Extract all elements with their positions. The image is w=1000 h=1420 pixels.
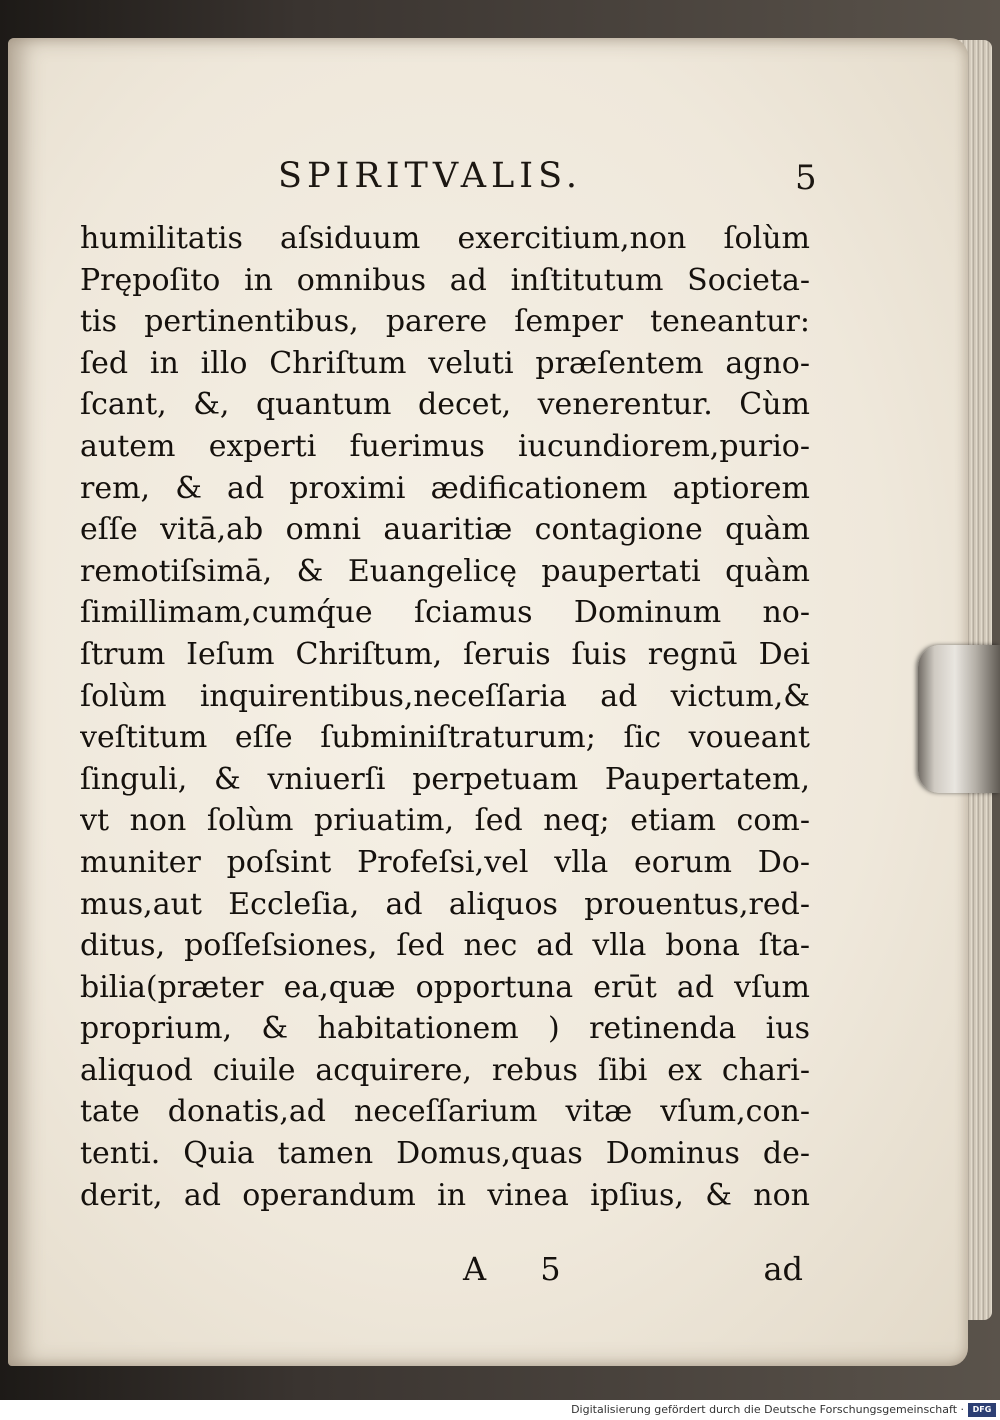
funding-credit: Digitalisierung gefördert durch die Deutsche Forschungsgemeinschaft ·: [571, 1403, 964, 1416]
text-line: rem, & ad proximi ædificationem aptiorem: [80, 470, 810, 506]
text-line: eſſe vitā,ab omni auaritiæ contagione quàm: [80, 512, 810, 548]
page-number: 5: [795, 158, 817, 198]
text-line: ſimillimam,cumq́ue ſciamus Dominum no-: [80, 595, 810, 631]
text-line: tate donatis,ad neceſſarium vitæ vſum,con-: [80, 1094, 810, 1130]
text-line: veſtitum eſſe ſubminiſtraturum; ſic voueant: [80, 720, 810, 756]
page-header: [268, 156, 828, 206]
body-text: [80, 218, 810, 1216]
text-line: vt non ſolùm priuatim, ſed neq; etiam com-: [80, 803, 810, 839]
text-line: tenti. Quia tamen Domus,quas Dominus de-: [80, 1136, 810, 1172]
signature-mark: A 5: [463, 1250, 583, 1288]
page-footer: [463, 1250, 803, 1296]
text-line: ſcant, &, quantum decet, venerentur. Cùm: [80, 387, 810, 423]
text-line: remotiſsimā, & Euangelicę paupertati quàm: [80, 553, 810, 589]
text-line: humilitatis aſsiduum exercitium,non ſolùm: [80, 221, 810, 256]
text-line: autem experti fuerimus iucundiorem,purio-: [80, 428, 810, 464]
text-line: mus,aut Eccleſia, ad aliquos prouentus,red-: [80, 886, 810, 922]
book-page: [8, 38, 968, 1366]
text-line: ſed in illo Chriſtum veluti præſentem agno-: [80, 345, 810, 381]
text-line: aliquod ciuile acquirere, rebus ſibi ex chari-: [80, 1052, 810, 1088]
text-line: ſinguli, & vniuerſi perpetuam Paupertatem,: [80, 761, 810, 797]
book-clasp: [918, 645, 1000, 793]
text-line: ditus, poſſeſsiones, ſed nec ad vlla bona ſta-: [80, 928, 810, 964]
text-line: Prępoſito in omnibus ad inſtitutum Societa-: [80, 262, 810, 298]
text-line: derit, ad operandum in vinea ipſius, & non: [80, 1177, 810, 1213]
text-line: ſtrum Ieſum Chriſtum, ſeruis ſuis regnū Dei: [80, 636, 810, 672]
text-line: proprium, & habitationem ) retinenda ius: [80, 1011, 810, 1047]
text-line: ſolùm inquirentibus,neceſſaria ad victum,&: [80, 678, 810, 714]
credit-bar: [0, 1400, 1000, 1420]
catchword: ad: [763, 1250, 803, 1288]
running-title: SPIRITVALIS.: [278, 156, 582, 196]
text-line: bilia(præter ea,quæ opportuna erūt ad vſum: [80, 969, 810, 1005]
text-line: muniter poſsint Profeſsi,vel vlla eorum Do-: [80, 844, 810, 880]
text-line: tis pertinentibus, parere ſemper teneantur:: [80, 304, 810, 340]
dfg-logo: DFG: [968, 1403, 996, 1417]
